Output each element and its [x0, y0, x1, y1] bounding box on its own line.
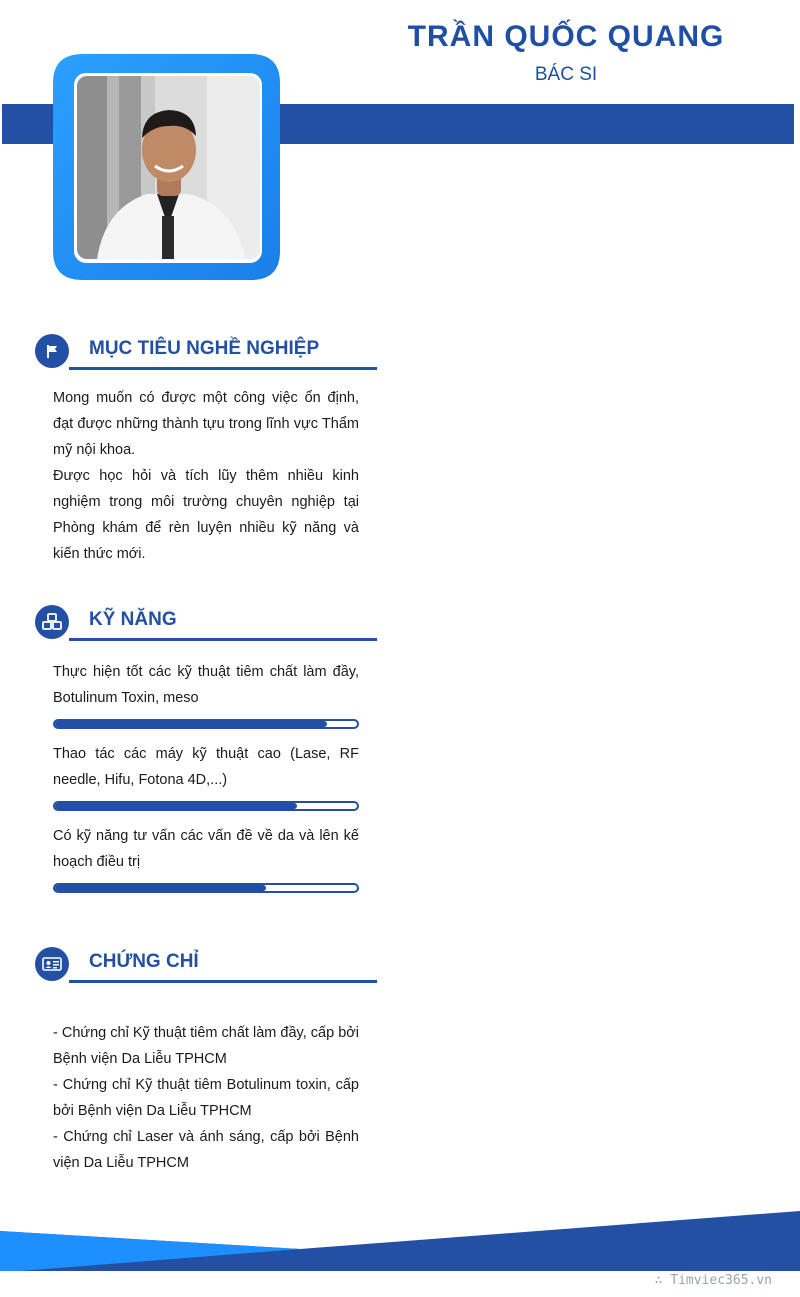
objective-rule [69, 367, 377, 370]
skill-text: Thao tác các máy kỹ thuật cao (Lase, RF needle, Hifu, Fotona 4D,...) [53, 746, 359, 788]
certificates-rule [69, 980, 377, 983]
skill-item [53, 823, 359, 893]
skill-bar-fill [55, 721, 327, 727]
cubes-icon [35, 605, 69, 639]
certificate-line: - Chứng chỉ Laser và ánh sáng, cấp bởi Bệnh viện Da Liễu TPHCM [53, 1129, 359, 1171]
certificates-heading: CHỨNG CHỈ [89, 951, 199, 972]
certificates-section-header [35, 947, 377, 983]
profile-photo [77, 76, 260, 259]
skill-text: Có kỹ năng tư vấn các vấn đề về da và lên kế hoạch điều trị [53, 828, 359, 870]
skills-heading: KỸ NĂNG [89, 609, 177, 630]
objective-section-header [35, 334, 377, 370]
certificate-line: - Chứng chỉ Kỹ thuật tiêm chất làm đầy, cấp bởi Bệnh viện Da Liễu TPHCM [53, 1025, 359, 1067]
certificates-text [53, 1020, 359, 1176]
objective-text [53, 385, 359, 567]
skill-bar-fill [55, 885, 266, 891]
certificate-line: - Chứng chỉ Kỹ thuật tiêm Botulinum toxin, cấp bởi Bệnh viện Da Liễu TPHCM [53, 1077, 359, 1119]
skill-item [53, 659, 359, 729]
objective-line: Mong muốn có được một công việc ổn định, đạt được những thành tựu trong lĩnh vực Thẩm mỹ nội khoa. [53, 390, 359, 458]
skill-bar-fill [55, 803, 297, 809]
skill-item [53, 741, 359, 811]
flag-icon [35, 334, 69, 368]
skills-rule [69, 638, 377, 641]
objective-heading: MỤC TIÊU NGHỀ NGHIỆP [89, 338, 320, 359]
brand-text: Timviec365.vn [670, 1273, 772, 1288]
candidate-title: BÁC SI [534, 64, 598, 85]
brand-watermark: ∴ Timviec365.vn [654, 1273, 772, 1288]
skill-bar [53, 883, 359, 893]
id-card-icon [35, 947, 69, 981]
skill-bar [53, 719, 359, 729]
footer-decoration [0, 1205, 800, 1275]
objective-line: Được học hỏi và tích lũy thêm nhiều kinh nghiệm trong môi trường chuyên nghiệp tại Phòng khám để rèn luyện nhiều kỹ năng và kiến thức mới. [53, 468, 359, 562]
skills-section-header [35, 605, 377, 641]
skill-bar [53, 801, 359, 811]
skill-text: Thực hiện tốt các kỹ thuật tiêm chất làm đầy, Botulinum Toxin, meso [53, 664, 359, 706]
candidate-name: TRẦN QUỐC QUANG [407, 20, 725, 53]
